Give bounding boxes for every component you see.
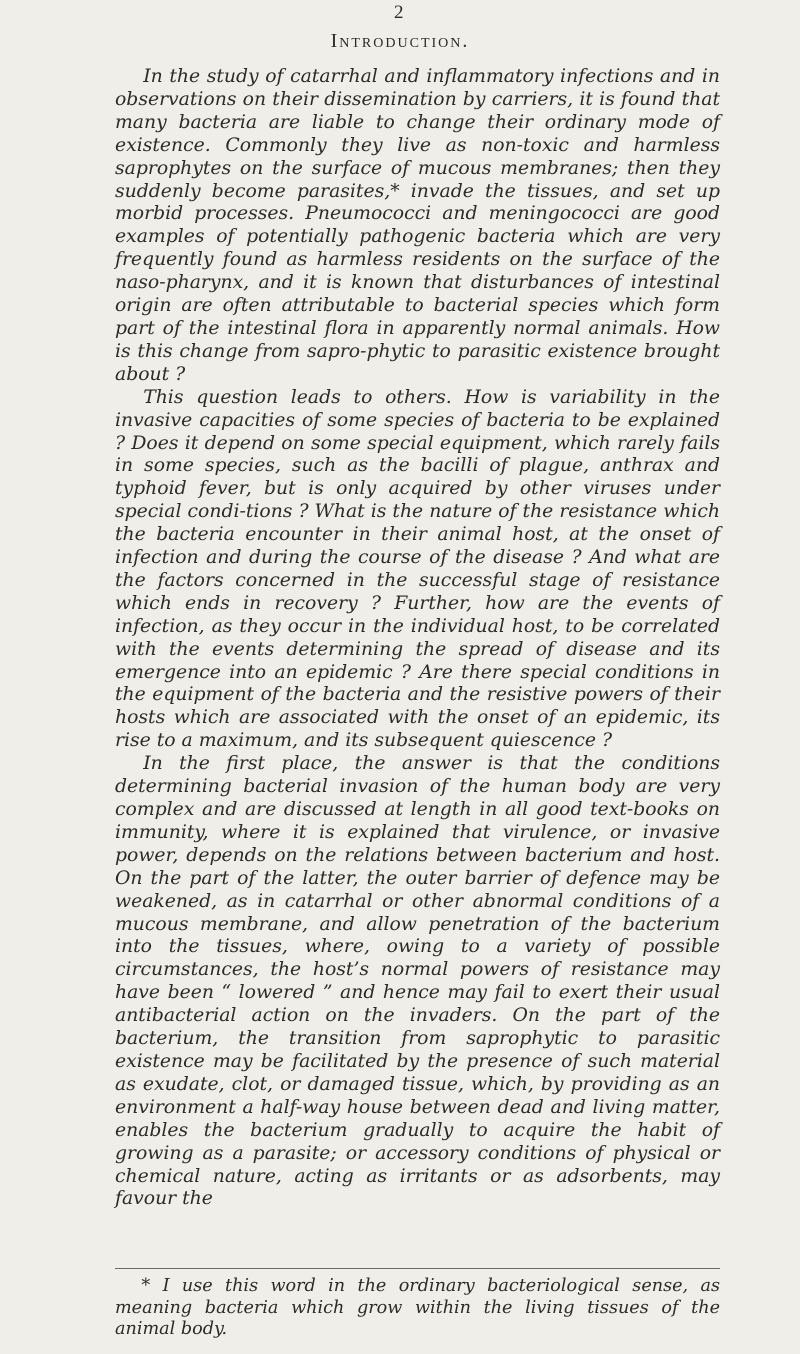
paragraph: In the first place, the answer is that the conditions determining bacterial invasion of the human body are very complex and are discussed at length in all good text-books on immunity, where it is explained that virulence, or invasive power, depends on the relations between bacterium and host. On the part of the latter, the outer barrier of defence may be weakened, as in catarrhal or other abnormal conditions of a mucous membrane, and allow penetration of the bacterium into the tissues, where, owing to a variety of possible circumstances, the host’s normal powers of resistance may have been “ lowered ” and hence may fail to exert their usual antibacterial action on the invaders. On the part of the bacterium, the transition from saprophytic to parasitic existence may be facilitated by the presence of such material as exudate, clot, or damaged tissue, which, by providing as an environment a half-way house between dead and living matter, enables the bacterium gradually to acquire the habit of growing as a parasite; or accessory conditions of physical or chemical nature, acting as irritants or as adsorbents, may favour the <box>115 753 720 1210</box>
footnote-text: * I use this word in the ordinary bacteriological sense, as meaning bacteria which grow within the living tissues of the animal body. <box>115 1276 720 1339</box>
page-number: 2 <box>394 2 404 23</box>
footnote-divider <box>115 1268 720 1269</box>
running-title: Introduction. <box>330 30 470 52</box>
paragraph: In the study of catarrhal and inflammatory infections and in observations on their dissemination by carriers, it is found that many bacteria are liable to change their ordinary mode of existence. Commonly they live as non-toxic and harmless saprophytes on the surface of mucous membranes; then they suddenly become parasites,* invade the tissues, and set up morbid processes. Pneumococci and meningococci are good examples of potentially pathogenic bacteria which are very frequently found as harmless residents on the surface of the naso-pharynx, and it is known that disturbances of intestinal origin are often attributable to bacterial species which form part of the intestinal flora in apparently normal animals. How is this change from sapro-phytic to parasitic existence brought about ? <box>115 66 720 385</box>
body-text <box>115 66 720 1211</box>
paragraph: This question leads to others. How is variability in the invasive capacities of some species of bacteria to be explained ? Does it depend on some special equipment, which rarely fails in some species, such as the bacilli of plague, anthrax and typhoid fever, but is only acquired by other viruses under special condi-tions ? What is the nature of the resistance which the bacteria encounter in their animal host, at the onset of infection and during the course of the disease ? And what are the factors concerned in the successful stage of resistance which ends in recovery ? Further, how are the events of infection, as they occur in the individual host, to be correlated with the events determining the spread of disease and its emergence into an epidemic ? Are there special conditions in the equipment of the bacteria and the resistive powers of their hosts which are associated with the onset of an epidemic, its rise to a maximum, and its subsequent quiescence ? <box>115 386 720 752</box>
footnote <box>115 1276 720 1341</box>
